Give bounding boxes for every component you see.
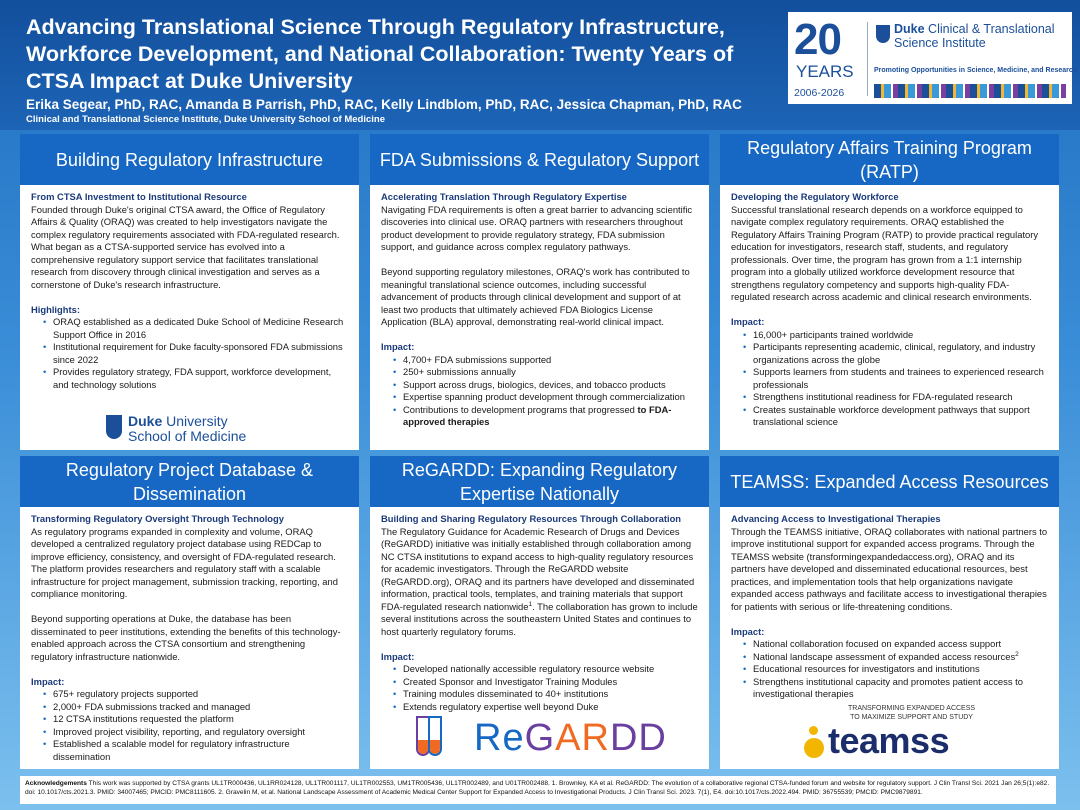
list-item: • Institutional requirement for Duke faculty-sponsored FDA submissions since 2022: [43, 341, 348, 366]
test-tube-icon: [428, 716, 442, 756]
list-item: • ORAQ established as a dedicated Duke School of Medicine Research Support Office in 2016: [43, 316, 348, 341]
panel-title: FDA Submissions & Regulatory Support: [370, 134, 709, 185]
regardd-wordmark: [474, 716, 667, 760]
regardd-letter: R: [474, 717, 503, 759]
list-item: • Developed nationally accessible regulatory resource website: [393, 663, 698, 676]
panel-body: Through the TEAMSS initiative, ORAQ collaborates with national partners to improve institutional support for expanded access programs. Through the TEAMSS website (transformingexpandedaccess.org), ORAQ and its partners have developed and disseminated educational resources, best practices, and implementation tools that help organizations navigate expanded access pathways and facilitate access to investigational therapies for patients with serious or life-threatening conditions.: [731, 525, 1048, 612]
panel-ratp: [720, 134, 1059, 450]
acknowledgements: Acknowledgements This work was supported by CTSA grants UL1TR000436, UL1RR024128, UL1TR001117, UL1TR002553, UM1TR005436, UL1TR002489, and U01TR002488. 1. Brownley, KA et al. ReGARDD: The evolution of a collaborative regional CTSA-funded forum and website for regulatory support. J Clin Transl Sci. 2021 Jan 26;5(1):e82. doi: 10.1017/cts.2021.3. PMID: 34007465; PMCID: PMC8111605. 2. Gravelin M, et al. National Landscape Assessment of Academic Medical Center Support for Expanded Access to Investigational Products. J Clin Transl Sci. 2023. 7(1), E4. doi:10.1017/cts.2022.494. PMID: 36755539; PMCID: PMC9879891.: [20, 776, 1056, 804]
panel-regardd: [370, 456, 709, 769]
list-item: • 2,000+ FDA submissions tracked and managed: [43, 701, 348, 714]
panel-subtitle: Building and Sharing Regulatory Resources Through Collaboration: [381, 513, 682, 524]
duke-som-logo: [106, 415, 266, 445]
list-item: • Creates sustainable workforce development pathways that support translational science: [743, 404, 1048, 429]
panel-subtitle: Accelerating Translation Through Regulatory Expertise: [381, 191, 627, 202]
poster-header: [0, 0, 1080, 130]
ctsi-anniversary-logo: [788, 12, 1078, 104]
list-label: Impact:: [381, 650, 415, 662]
impact-list: [743, 329, 1048, 429]
list-item: • Support across drugs, biologics, devices, and tobacco products: [393, 379, 698, 392]
list-label: Impact:: [31, 675, 65, 687]
list-label: Impact:: [731, 316, 765, 327]
anniversary-number: 20: [794, 15, 841, 64]
title-line: CTSA Impact at Duke University: [26, 69, 353, 93]
anniversary-years: YEARS: [796, 62, 854, 81]
impact-list: [393, 663, 698, 713]
panel-body-2: Beyond supporting operations at Duke, the database has been disseminated to peer institutions, extending the benefits of this technology-enabled approach across the CTSA consortium and strengthening regulatory infrastructure nationwide.: [31, 613, 341, 662]
panel-subtitle: Transforming Regulatory Oversight Through Technology: [31, 513, 284, 524]
panel-fda-submissions: [370, 134, 709, 450]
teamss-person-icon: [804, 726, 824, 756]
panel-title: Building Regulatory Infrastructure: [20, 134, 359, 185]
list-item: • 675+ regulatory projects supported: [43, 688, 348, 701]
list-item: • Created Sponsor and Investigator Training Modules: [393, 676, 698, 689]
list-label: Impact:: [381, 341, 415, 352]
panel-regulatory-database: [20, 456, 359, 769]
panel-title: ReGARDD: Expanding Regulatory Expertise Nationally: [370, 456, 709, 507]
authors: Erika Segear, PhD, RAC, Amanda B Parrish, PhD, RAC, Kelly Lindblom, PhD, RAC, Jessica Chapman, PhD, RAC: [26, 97, 742, 112]
ctsi-name: Duke Clinical & Translational Science Institute: [894, 22, 1055, 50]
list-item: • Expertise spanning product development through commercialization: [393, 391, 698, 404]
list-item: • Extends regulatory expertise well beyond Duke: [393, 701, 698, 714]
poster-title: [26, 14, 786, 95]
ctsi-tagline: Promoting Opportunities in Science, Medicine, and Research: [874, 67, 1078, 74]
affiliation: Clinical and Translational Science Institute, Duke University School of Medicine: [26, 114, 385, 125]
panel-subtitle: Developing the Regulatory Workforce: [731, 191, 899, 202]
impact-list: [43, 688, 348, 763]
panel-title: Regulatory Project Database & Dissemination: [20, 456, 359, 507]
panel-subtitle: From CTSA Investment to Institutional Resource: [31, 191, 247, 202]
panel-title: Regulatory Affairs Training Program (RATP): [720, 134, 1059, 185]
list-item: • Participants representing academic, clinical, regulatory, and industry organizations across the globe: [743, 341, 1048, 366]
duke-shield-icon: [106, 415, 122, 439]
list-item: • Improved project visibility, reporting, and regulatory oversight: [43, 726, 348, 739]
highlights-list: [43, 316, 348, 391]
list-item: • Established a scalable model for regulatory infrastructure dissemination: [43, 738, 348, 763]
duke-shield-icon: [876, 25, 890, 43]
list-item: • Contributions to development programs that progressed to FDA-approved therapies: [393, 404, 698, 429]
list-label: Highlights:: [31, 303, 80, 315]
list-item: • National landscape assessment of expanded access resources$^2$: [743, 651, 1048, 664]
list-item: • 16,000+ participants trained worldwide: [743, 329, 1048, 342]
regardd-letter: e: [502, 717, 525, 759]
list-item: • Educational resources for investigators and institutions: [743, 663, 1048, 676]
panel-teamss: [720, 456, 1059, 769]
panel-subtitle: Advancing Access to Investigational Therapies: [731, 513, 941, 524]
regardd-letter: A: [555, 717, 582, 759]
title-line: Advancing Translational Science Through Regulatory Infrastructure,: [26, 15, 725, 39]
regardd-letter: R: [581, 717, 610, 759]
teamss-wordmark: teamss: [828, 720, 950, 761]
panel-body: Founded through Duke's original CTSA award, the Office of Regulatory Affairs & Quality (ORAQ) was created to help investigators navigate the complex regulatory requirements associated with FDA-regulated research. What began as a CTSA-supported service has evolved into a comprehensive regulatory support service that facilitates translational research from discovery through clinical investigation and serves as a cornerstone of Duke's research infrastructure.: [31, 203, 340, 290]
list-item: • National collaboration focused on expanded access support: [743, 638, 1048, 651]
list-item: • 250+ submissions annually: [393, 366, 698, 379]
list-item: • Strengthens institutional readiness for FDA-regulated research: [743, 391, 1048, 404]
panel-body: Navigating FDA requirements is often a great barrier to advancing scientific discoveries into clinical use. ORAQ partners with researchers throughout product development to provide regulatory strategy, FDA submission support, and guidance across complex regulatory pathways.: [381, 203, 693, 252]
anniversary-range: 2006-2026: [794, 87, 845, 99]
impact-list: [393, 354, 698, 429]
title-line: Workforce Development, and National Collaboration: Twenty Years of: [26, 42, 734, 66]
list-item: • 12 CTSA institutions requested the platform: [43, 713, 348, 726]
decorative-pattern-strip: [874, 84, 1066, 98]
panel-body: As regulatory programs expanded in complexity and volume, ORAQ developed a centralized regulatory project database using REDCap to improve efficiency, consistency, and oversight of FDA-regulated research. The platform provides researchers and regulatory staff with a scalable infrastructure for project management, submission tracking, reporting, and compliance monitoring.: [31, 525, 338, 599]
teamss-tagline: TRANSFORMING EXPANDED ACCESS TO MAXIMIZE SUPPORT AND STUDY: [848, 705, 976, 721]
teamss-logo: [804, 704, 984, 764]
list-item: • Strengthens institutional capacity and promotes patient access to investigational therapies: [743, 676, 1048, 701]
regardd-letter: D: [609, 717, 639, 759]
panel-body-2: Beyond supporting regulatory milestones, ORAQ's work has contributed to meaningful translational science outcomes, including successful advancement of products through clinical development and support of at least two products that ultimately achieved FDA Biologics License Application (BLA) approval, demonstrating real-world clinical impact.: [381, 266, 690, 327]
list-item: • 4,700+ FDA submissions supported: [393, 354, 698, 367]
panel-regulatory-infrastructure: [20, 134, 359, 450]
panel-title: TEAMSS: Expanded Access Resources: [720, 456, 1059, 507]
duke-som-text: Duke University School of Medicine: [128, 413, 247, 444]
regardd-logo: [416, 714, 676, 764]
impact-list: [743, 638, 1048, 701]
panel-body: The Regulatory Guidance for Academic Research of Drugs and Devices (ReGARDD) initiative was initially established through collaboration among NC CTSA institutions to expand access to high-quality regulatory resources for academic investigators. Through the ReGARDD website (ReGARDD.org), ORAQ and its partners have developed and disseminated information, practical tools, templates, and training materials that support FDA-regulated research nationwide$^1$. The collaboration has grown to include several institutions across the southeastern United States and continues to host quarterly regulatory forums.: [381, 525, 698, 637]
list-label: Impact:: [731, 625, 765, 637]
list-item: • Supports learners from students and trainees to experienced research professionals: [743, 366, 1048, 391]
regardd-letter: G: [524, 717, 556, 759]
list-item: • Provides regulatory strategy, FDA support, workforce development, and technology solutions: [43, 366, 348, 391]
logo-divider: [867, 22, 868, 96]
list-item: • Training modules disseminated to 40+ institutions: [393, 688, 698, 701]
regardd-letter: D: [638, 717, 667, 759]
panel-body: Successful translational research depends on a workforce equipped to navigate complex regulatory requirements. ORAQ established the Regulatory Affairs Training Program (RATP) to provide practical regulatory education for investigators, research staff, students, and regulatory professionals. Over time, the program has grown from a 1:1 internship program into a globally utilized workforce development resource that strengthens regulatory competency and supports high-quality FDA-regulated research across academic and clinical research environments.: [731, 203, 1039, 302]
